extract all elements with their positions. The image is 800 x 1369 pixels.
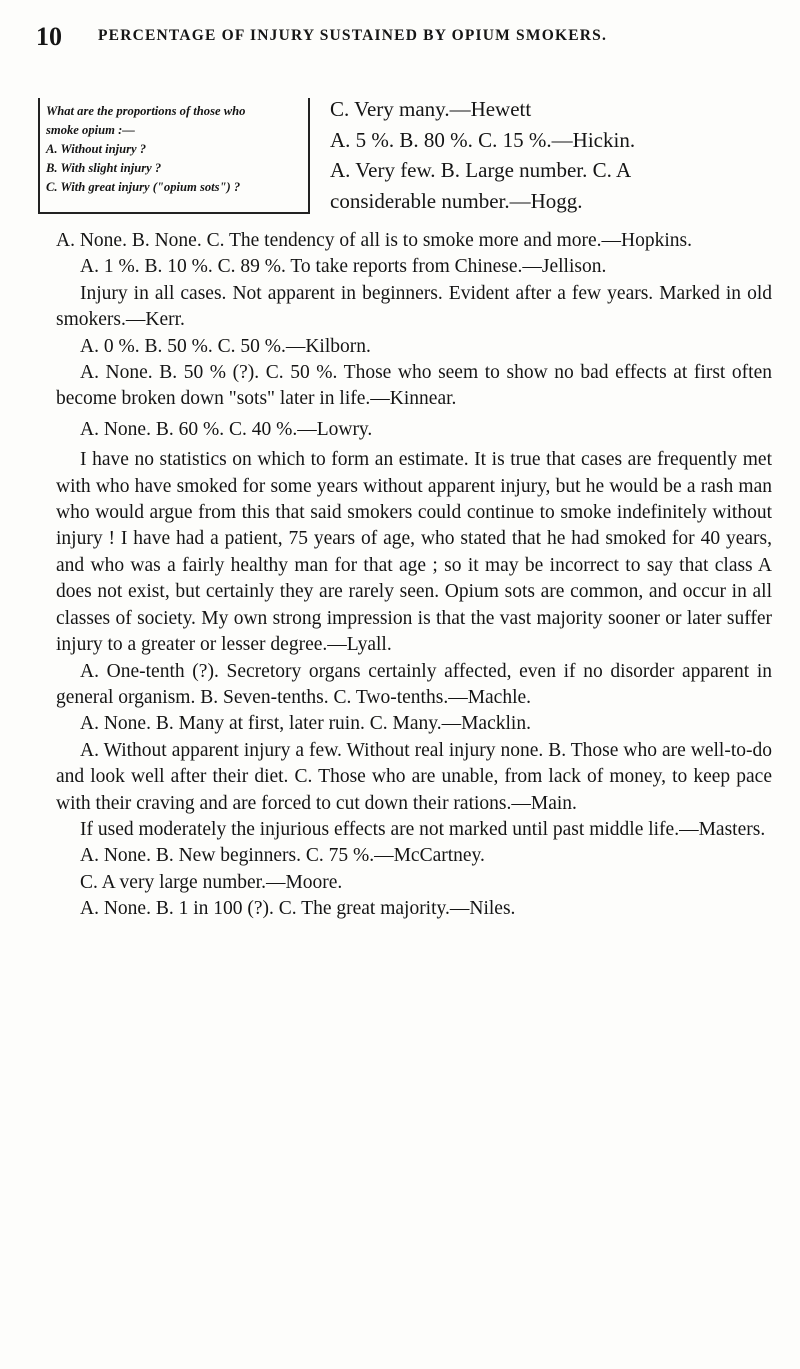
paragraph-lowry: A. None. B. 60 %. C. 40 %.—Lowry. [80, 418, 373, 440]
paragraph-machle: A. One-tenth (?). Secretory organs certainly affected, even if no disorder apparent in general organism. B. Seven-tenths. C. Two-tenths.—Machle. [56, 660, 772, 708]
paragraph-moore: C. A very large number.—Moore. [80, 871, 343, 893]
question-line: B. With slight injury ? [46, 161, 162, 175]
question-sidebar [38, 98, 310, 214]
answer-line: A. 5 %. B. 80 %. C. 15 %.—Hickin. [330, 127, 636, 152]
paragraph-kinnear: A. None. B. 50 % (?). C. 50 %. Those who seem to show no bad effects at first often become broken down "sots" later in life.—Kinnear. [56, 362, 772, 410]
page-number: 10 [36, 22, 62, 51]
question-line: C. With great injury ("opium sots") ? [46, 180, 241, 194]
paragraph-masters: If used moderately the injurious effects are not marked until past middle life.—Masters. [80, 818, 766, 840]
paragraph-kilborn: A. 0 %. B. 50 %. C. 50 %.—Kilborn. [80, 335, 371, 357]
paragraph-kerr: Injury in all cases. Not apparent in beginners. Evident after a few years. Marked in old smokers.—Kerr. [56, 282, 772, 331]
question-line: smoke opium :— [46, 123, 135, 137]
question-line: A. Without injury ? [46, 142, 147, 156]
answer-line: C. Very many.—Hewett [330, 97, 532, 121]
running-title: PERCENTAGE OF INJURY SUSTAINED BY OPIUM SMOKERS. [98, 27, 608, 44]
paragraph-hopkins: A. None. B. None. C. The tendency of all is to smoke more and more.—Hopkins. [56, 230, 692, 251]
answer-line: A. Very few. B. Large number. C. A [330, 158, 632, 182]
paragraph-macklin: A. None. B. Many at first, later ruin. C. Many.—Macklin. [80, 713, 531, 735]
paragraph-mccartney: A. None. B. New beginners. C. 75 %.—McCartney. [80, 845, 485, 867]
paragraph-niles: A. None. B. 1 in 100 (?). C. The great majority.—Niles. [80, 898, 516, 920]
question-line: What are the proportions of those who [46, 104, 246, 118]
paragraph-main: A. Without apparent injury a few. Without real injury none. B. Those who are well-to-do and look well after their diet. C. Those who are unable, from lack of money, to keep pace with their craving and are forced to cut down their rations.—Main. [56, 739, 772, 814]
first-answers [330, 94, 770, 216]
paragraph-jellison: A. 1 %. B. 10 %. C. 89 %. To take reports from Chinese.—Jellison. [80, 256, 607, 278]
paragraph-lyall: I have no statistics on which to form an estimate. It is true that cases are frequently met with who have smoked for some years without apparent injury, but he would be a rash man who would argue from this that said smokers could continue to smoke indefinitely without injury ! I have had a patient, 75 years of age, who stated that he had smoked for 40 years, and who was a fairly healthy man for that age ; so it may be incorrect to say that class A does not exist, but certainly they are rarely seen. Opium sots are common, and occur in all classes of society. My own strong impression is that the vast majority sooner or later suffer injury to a greater or lesser degree.—Lyall. [56, 449, 772, 656]
body-text [56, 228, 772, 923]
answer-line: considerable number.—Hogg. [330, 188, 583, 213]
page-header [36, 22, 764, 52]
